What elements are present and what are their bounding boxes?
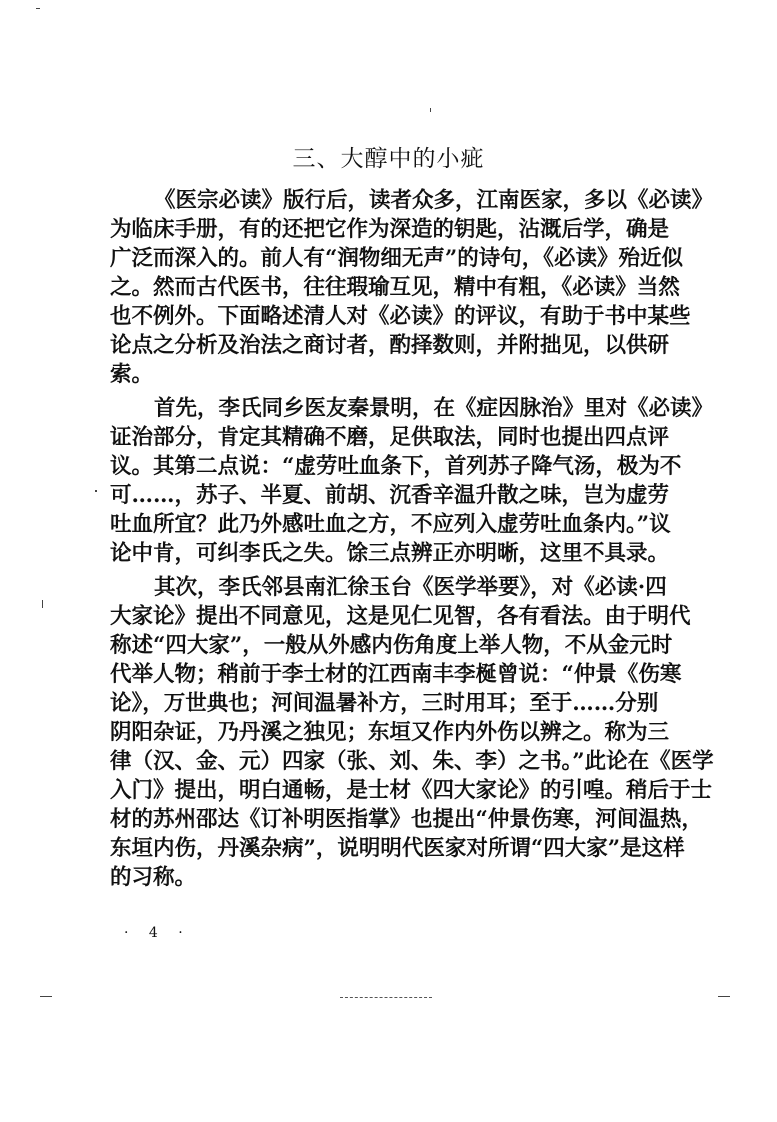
page-number: · 4 · — [124, 925, 191, 941]
text-line: 议。其第二点说：“虚劳吐血条下，首列苏子降气汤，极为不 — [110, 454, 682, 479]
text-line: 也不例外。下面略述清人对《必读》的评议，有助于书中某些 — [110, 304, 691, 329]
text-line: 大家论》提出不同意见，这是见仁见智，各有看法。由于明代 — [110, 604, 691, 629]
text-line: 代举人物；稍前于李士材的江西南丰李梴曾说：“仲景《伤寒 — [110, 662, 682, 687]
text-line: 广泛而深入的。前人有“润物细无声”的诗句，《必读》殆近似 — [110, 246, 683, 271]
footer-rule — [340, 997, 432, 998]
text-line: 材的苏州邵达《订补明医指掌》也提出“仲景伤寒，河间温热， — [110, 807, 703, 832]
text-line: 称述“四大家”，一般从外感内伤角度上举人物，不从金元时 — [110, 633, 673, 658]
scan-speck — [36, 8, 40, 9]
text-line: 东垣内伤，丹溪杂病”，说明明代医家对所谓“四大家”是这样 — [110, 836, 685, 861]
scan-speck — [40, 996, 52, 997]
section-title: 三、大醇中的小疵 — [292, 146, 485, 172]
scan-speck — [718, 996, 730, 997]
text-line: 证治部分，肯定其精确不磨，足供取法，同时也提出四点评 — [110, 425, 670, 450]
text-line: 论》，万世典也；河间温暑补方，三时用耳；至于……分别 — [110, 691, 659, 716]
text-line: 其次，李氏邻县南汇徐玉台《医学举要》，对《必读·四 — [154, 575, 667, 600]
scan-speck — [95, 490, 97, 492]
text-line: 阴阳杂证，乃丹溪之独见；东垣又作内外伤以辨之。称为三 — [110, 720, 670, 745]
text-line: 可……，苏子、半夏、前胡、沉香辛温升散之味，岂为虚劳 — [110, 483, 670, 508]
text-line: 为临床手册，有的还把它作为深造的钥匙，沾溉后学，确是 — [110, 217, 670, 242]
text-line: 之。然而古代医书，往往瑕瑜互见，精中有粗，《必读》当然 — [110, 275, 680, 300]
text-line: 论中肯，可纠李氏之失。馀三点辨正亦明晰，这里不具录。 — [110, 541, 670, 566]
text-line: 律（汉、金、元）四家（张、刘、朱、李）之书。”此论在《医学 — [110, 749, 714, 774]
body-text — [110, 186, 714, 892]
text-line: 吐血所宜？此乃外感吐血之方，不应列入虚劳吐血条内。”议 — [110, 512, 671, 537]
text-line: 首先，李氏同乡医友秦景明，在《症因脉治》里对《必读》 — [154, 396, 714, 421]
text-line: 论点之分析及治法之商讨者，酌择数则，并附拙见，以供研 — [110, 333, 670, 358]
text-line: 的习称。 — [110, 865, 197, 890]
text-line: 《医宗必读》版行后，读者众多，江南医家，多以《必读》 — [154, 188, 714, 213]
text-line: 索。 — [110, 362, 154, 387]
text-line: 入门》提出，明白通畅，是士材《四大家论》的引喤。稍后于士 — [110, 778, 713, 803]
scan-speck — [430, 108, 431, 112]
scan-speck — [42, 600, 43, 608]
